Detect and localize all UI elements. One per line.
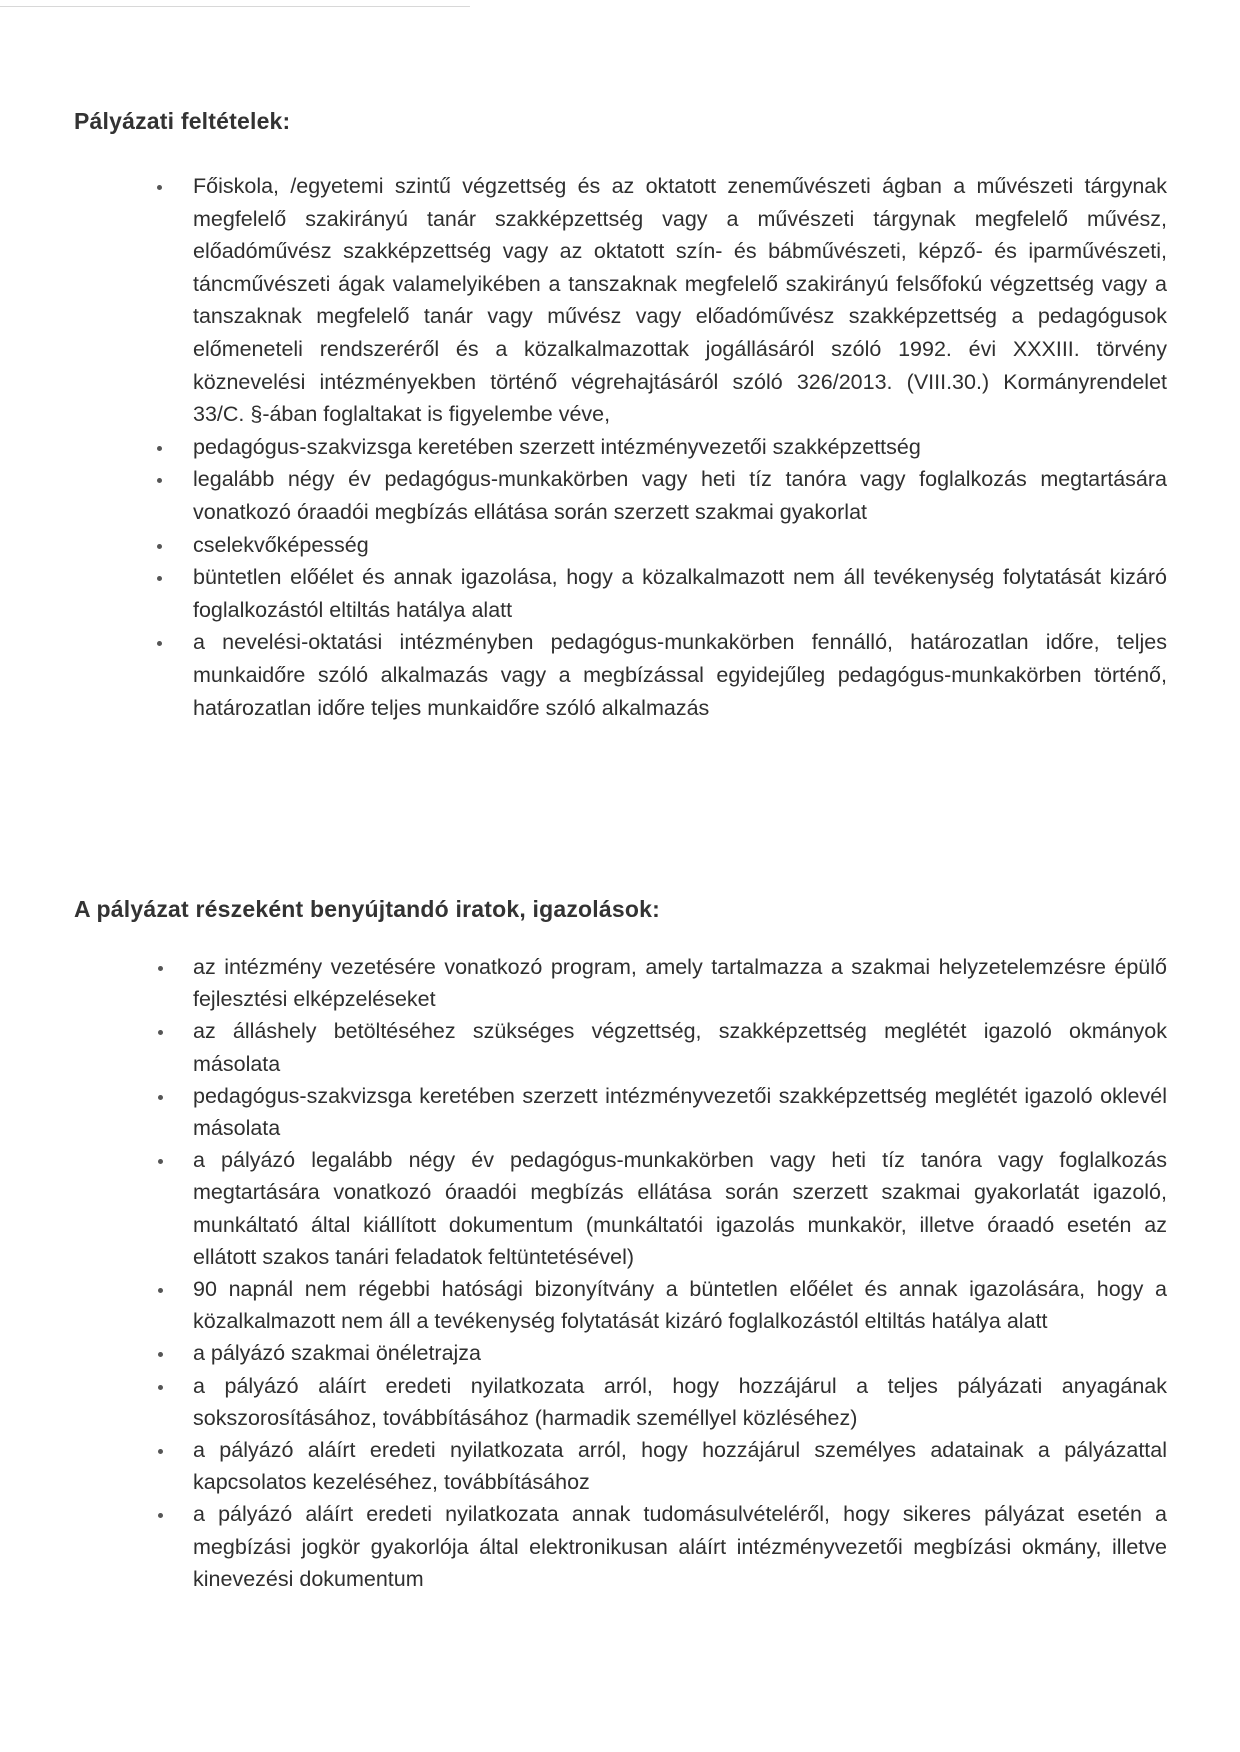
- list-item: [0, 951, 1240, 1015]
- list-item: [0, 1273, 1240, 1337]
- list-item-text: az intézmény vezetésére vonatkozó program, amely tartalmazza a szakmai helyzetelemzésre épülő fejlesztési elképzeléseket: [193, 955, 1167, 1012]
- list-item-text: a pályázó aláírt eredeti nyilatkozata annak tudomásulvételéről, hogy sikeres pályázat esetén a megbízási jogkör gyakorlója által elektronikusan aláírt intézményvezetői megbízási okmány, illetve kinevezési dokumentum: [193, 1502, 1167, 1591]
- bullet-icon: [157, 641, 162, 646]
- list-item: [0, 1015, 1240, 1079]
- bullet-icon: [158, 1030, 163, 1035]
- list-item: [0, 463, 1240, 528]
- list-item: [0, 1434, 1240, 1498]
- list-item: [0, 626, 1240, 724]
- list-item-text: a nevelési-oktatási intézményben pedagógus-munkakörben fennálló, határozatlan időre, teljes munkaidőre szóló alkalmazás vagy a megbízással egyidejűleg pedagógus-munkakörben történő, határozatlan időre teljes munkaidőre szóló alkalmazás: [193, 630, 1167, 720]
- bullet-icon: [157, 576, 162, 581]
- list-item: [0, 561, 1240, 626]
- list-item-text: cselekvőképesség: [193, 532, 369, 557]
- bullet-icon: [157, 185, 162, 190]
- list-item-text: pedagógus-szakvizsga keretében szerzett intézményvezetői szakképzettség meglétét igazoló oklevél másolata: [193, 1083, 1167, 1141]
- bullet-icon: [158, 1385, 163, 1390]
- list-item: [0, 1337, 1240, 1369]
- documents-list: [0, 951, 1240, 1595]
- top-divider: [0, 6, 470, 7]
- bullet-icon: [158, 1513, 163, 1518]
- bullet-icon: [158, 1095, 163, 1100]
- list-item-text: a pályázó aláírt eredeti nyilatkozata arról, hogy hozzájárul személyes adatainak a pályázattal kapcsolatos kezeléséhez, továbbításához: [193, 1438, 1167, 1495]
- bullet-icon: [158, 1352, 163, 1357]
- list-item-text: 90 napnál nem régebbi hatósági bizonyítvány a büntetlen előélet és annak igazolására, hogy a közalkalmazott nem áll a tevékenység folytatását kizáró foglalkozástól eltiltás hatálya alatt: [193, 1277, 1167, 1334]
- list-item-text: a pályázó legalább négy év pedagógus-munkakörben vagy heti tíz tanóra vagy foglalkozás megtartására vonatkozó óraadói megbízás ellátása során szerzett szakmai gyakorlatát igazoló, munkáltató által kiállított dokumentum (munkáltatói igazolás munkakör, illetve óraadó esetén az ellátott szakos tanári feladatok feltüntetésével): [193, 1148, 1167, 1269]
- list-item-text: Főiskola, /egyetemi szintű végzettség és az oktatott zeneművészeti ágban a művészeti tárgynak megfelelő szakirányú tanár szakképzettség vagy a művészeti tárgynak megfelelő művész, előadóművész szakképzettség vagy az oktatott szín- és bábművészeti, képző- és iparművészeti, táncművészeti ágak valamelyikében a tanszaknak megfelelő szakirányú felsőfokú végzettség vagy a tanszaknak megfelelő tanár vagy művész vagy előadóművész szakképzettség a pedagógusok előmeneteli rendszeréről és a közalkalmazottak jogállásáról szóló 1992. évi XXXIII. törvény köznevelési intézményekben történő végrehajtásáról szóló 326/2013. (VIII.30.) Kormányrendelet 33/C. §-ában foglaltakat is figyelembe véve,: [193, 174, 1167, 427]
- list-item: [0, 529, 1240, 562]
- bullet-icon: [157, 446, 162, 451]
- list-item-text: a pályázó aláírt eredeti nyilatkozata arról, hogy hozzájárul a teljes pályázati anyagának sokszorosításához, továbbításához (harmadik személlyel közléséhez): [193, 1373, 1167, 1430]
- list-item-text: pedagógus-szakvizsga keretében szerzett intézményvezetői szakképzettség: [193, 434, 921, 459]
- list-item: [0, 170, 1240, 431]
- list-item: [0, 1498, 1240, 1595]
- list-item: [0, 1370, 1240, 1434]
- list-item-text: az álláshely betöltéséhez szükséges végzettség, szakképzettség meglétét igazoló okmányok másolata: [193, 1019, 1167, 1076]
- conditions-list: [0, 170, 1240, 724]
- bullet-icon: [158, 1288, 163, 1293]
- section-heading-conditions: Pályázati feltételek:: [74, 108, 291, 134]
- list-item-text: legalább négy év pedagógus-munkakörben vagy heti tíz tanóra vagy foglalkozás megtartására vonatkozó óraadói megbízás ellátása során szerzett szakmai gyakorlat: [193, 467, 1167, 524]
- bullet-icon: [158, 1449, 163, 1454]
- list-item: [0, 1080, 1240, 1144]
- list-item: [0, 1144, 1240, 1273]
- list-item: [0, 431, 1240, 464]
- bullet-icon: [158, 1159, 163, 1164]
- list-item-text: a pályázó szakmai önéletrajza: [193, 1341, 482, 1366]
- list-item-text: büntetlen előélet és annak igazolása, hogy a közalkalmazott nem áll tevékenység folytatását kizáró foglalkozástól eltiltás hatálya alatt: [193, 565, 1167, 622]
- bullet-icon: [157, 544, 162, 549]
- bullet-icon: [157, 478, 162, 483]
- section-heading-documents: A pályázat részeként benyújtandó iratok, igazolások:: [74, 896, 660, 922]
- bullet-icon: [158, 966, 163, 971]
